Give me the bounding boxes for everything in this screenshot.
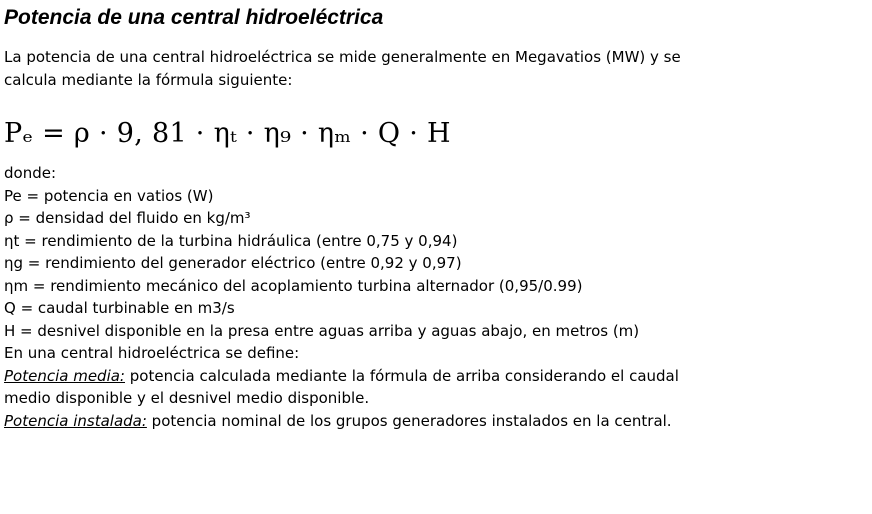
- formula-text: Pₑ = ρ · 9, 81 · ηₜ · η₉ · ηₘ · Q · H: [4, 118, 451, 149]
- definition-eta-g: ηg = rendimiento del generador eléctrico (entre 0,92 y 0,97): [4, 254, 462, 272]
- definition-rho: ρ = densidad del fluido en kg/m³: [4, 209, 251, 227]
- power-formula: [4, 118, 451, 149]
- definition-q: Q = caudal turbinable en m3/s: [4, 299, 235, 317]
- potencia-media-text: potencia calculada mediante la fórmula de arriba considerando el caudal: [125, 366, 679, 385]
- page-title: Potencia de una central hidroeléctrica: [4, 6, 384, 29]
- potencia-instalada-label: Potencia instalada:: [4, 411, 147, 430]
- intro-line: La potencia de una central hidroeléctrica se mide generalmente en Megavatios (MW) y se: [4, 48, 681, 66]
- definition-eta-m: ηm = rendimiento mecánico del acoplamiento turbina alternador (0,95/0.99): [4, 276, 583, 295]
- potencia-media-line: [4, 365, 679, 388]
- potencia-media-continuation: medio disponible y el desnivel medio disponible.: [4, 389, 370, 407]
- potencia-media-label: Potencia media:: [4, 366, 125, 385]
- definition-pe: Pe = potencia en vatios (W): [4, 186, 214, 205]
- intro-paragraph: [4, 46, 681, 91]
- definition-h: H = desnivel disponible en la presa entre aguas arriba y aguas abajo, en metros (m): [4, 321, 640, 340]
- intro-line: calcula mediante la fórmula siguiente:: [4, 70, 293, 89]
- potencia-instalada-line: [4, 410, 679, 433]
- potencia-instalada-text: potencia nominal de los grupos generadores instalados en la central.: [146, 411, 672, 430]
- definitions-block: [4, 162, 679, 432]
- central-intro: En una central hidroeléctrica se define:: [4, 344, 300, 362]
- where-label: donde:: [4, 164, 57, 182]
- definition-eta-t: ηt = rendimiento de la turbina hidráulica (entre 0,75 y 0,94): [4, 231, 458, 250]
